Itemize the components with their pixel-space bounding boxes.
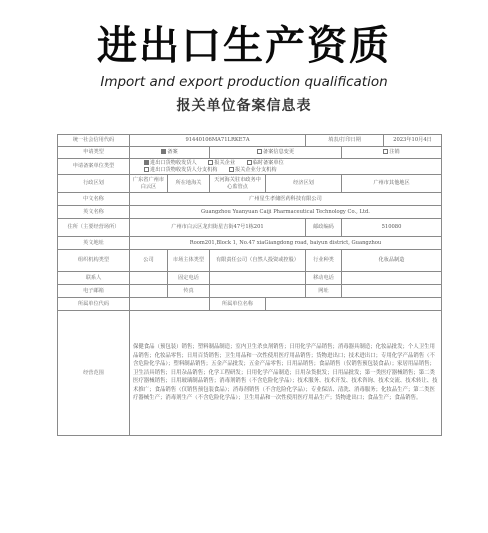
checkbox-icon bbox=[257, 149, 262, 154]
contact-value bbox=[130, 272, 168, 285]
checkbox-icon bbox=[208, 160, 213, 165]
apply-option-change: 备案信息变更 bbox=[210, 147, 342, 159]
apply-option-filing: 备案 bbox=[130, 147, 210, 159]
unit-type-label: 申请备案单位类型 bbox=[58, 159, 130, 175]
registration-table bbox=[57, 134, 442, 436]
mobile-label: 移动电话 bbox=[306, 272, 342, 285]
name-en-label: 英文名称 bbox=[58, 206, 130, 219]
econ-zone-value: 广州市其他地区 bbox=[342, 175, 442, 193]
apply-option-cancel: 注销 bbox=[342, 147, 442, 159]
email-label: 电子邮箱 bbox=[58, 285, 130, 298]
address-label: 住所（主要经营场所） bbox=[58, 219, 130, 237]
name-cn-label: 中文名称 bbox=[58, 193, 130, 206]
region-value: 广东省广州市白云区 bbox=[130, 175, 168, 193]
affiliate-code-label: 所属单位代码 bbox=[58, 298, 130, 311]
fixed-phone-value bbox=[210, 272, 306, 285]
checkbox-icon bbox=[383, 149, 388, 154]
apply-type-label: 申请类型 bbox=[58, 147, 130, 159]
page-title: 进出口生产资质 bbox=[97, 23, 391, 69]
page-subtitle: Import and export production qualification bbox=[100, 74, 388, 90]
zip-value: 510080 bbox=[342, 219, 442, 237]
econ-zone-label: 经济区划 bbox=[266, 175, 342, 193]
date-value: 2023年10月4日 bbox=[384, 135, 442, 147]
name-en-value: Guangzhou Yuanyuan Caiji Pharmaceutical Technology Co., Ltd. bbox=[130, 206, 442, 219]
zip-label: 邮政编码 bbox=[306, 219, 342, 237]
unit-type-options: 进出口货物收发货人 报关企业 临时备案单位 进出口货物收发货人分支机构 报关企业分支机构 bbox=[130, 159, 442, 175]
credit-code-label: 统一社会信用代码 bbox=[58, 135, 130, 147]
checkbox-checked-icon bbox=[144, 160, 149, 165]
affiliate-code-value bbox=[130, 298, 210, 311]
date-label: 填表/打印日期 bbox=[306, 135, 384, 147]
affiliate-name-label: 所属单位名称 bbox=[210, 298, 266, 311]
affiliate-name-value bbox=[266, 298, 442, 311]
email-value bbox=[130, 285, 168, 298]
org-type-label: 组织机构类型 bbox=[58, 250, 130, 272]
fixed-phone-label: 固定电话 bbox=[168, 272, 210, 285]
market-entity-label: 市场主体类型 bbox=[168, 250, 210, 272]
industry-value: 化妆品制造 bbox=[342, 250, 442, 272]
registration-form bbox=[57, 134, 441, 436]
fax-value bbox=[210, 285, 306, 298]
region-label: 行政区划 bbox=[58, 175, 130, 193]
contact-label: 联系人 bbox=[58, 272, 130, 285]
customs-label: 所在地海关 bbox=[168, 175, 210, 193]
org-type-value: 公司 bbox=[130, 250, 168, 272]
fax-label: 传真 bbox=[168, 285, 210, 298]
address-en-label: 英文地址 bbox=[58, 237, 130, 250]
name-cn-value: 广州星生孝储医药科技有限公司 bbox=[130, 193, 442, 206]
checkbox-icon bbox=[229, 167, 234, 172]
checkbox-icon bbox=[247, 160, 252, 165]
market-entity-value: 有限责任公司（自然人投资或控股） bbox=[210, 250, 306, 272]
scope-value: 保健食品（预包装）销售；塑料制品制造；室内卫生杀虫剂销售；日用化学产品销售；消毒器具制造；化妆品批发；个人卫生用品销售；化妆品零售；日用百货销售；卫生用品和一次性使用医疗用品销售；货物进出口；技术进出口；专用化学产品销售（不含危险化学品）；塑料制品销售；五金产品批发；五金产品零售；日用品销售；食品销售（仅销售预包装食品）；家居用品销售；卫生洁具销售；日用杂品销售；化学工程研发；日用化学产品制造；日用杂货批发；日用品批发；第一类医疗器械销售；第二类医疗器械销售；日用玻璃制品销售；消毒剂销售（不含危险化学品）；技术服务、技术开发、技术咨询、技术交流、技术转让、技术推广；食品销售（仅销售预包装食品）；消毒剂销售（不含危险化学品）；专业保洁、清洗、消毒服务；化妆品生产；第二类医疗器械生产；消毒剂生产（不含危险化学品）；卫生用品和一次性使用医疗用品生产；货物进出口；食品生产；食品销售。 bbox=[130, 311, 442, 436]
credit-code-value: 91440106MA71LRKE7A bbox=[130, 135, 306, 147]
industry-label: 行业种类 bbox=[306, 250, 342, 272]
website-value bbox=[342, 285, 442, 298]
mobile-value bbox=[342, 272, 442, 285]
scope-label: 经营范围 bbox=[58, 311, 130, 436]
checkbox-checked-icon bbox=[161, 149, 166, 154]
website-label: 网址 bbox=[306, 285, 342, 298]
address-value: 广州市白云区龙归街星吉街47号1栋201 bbox=[130, 219, 306, 237]
address-en-value: Room201,Block 1, No.47 xiaGiangdong road, baiyun district, Guangzhou bbox=[130, 237, 442, 250]
checkbox-icon bbox=[144, 167, 149, 172]
customs-value: 天河海关驻市政务中心监管点 bbox=[210, 175, 266, 193]
form-title: 报关单位备案信息表 bbox=[176, 98, 312, 114]
